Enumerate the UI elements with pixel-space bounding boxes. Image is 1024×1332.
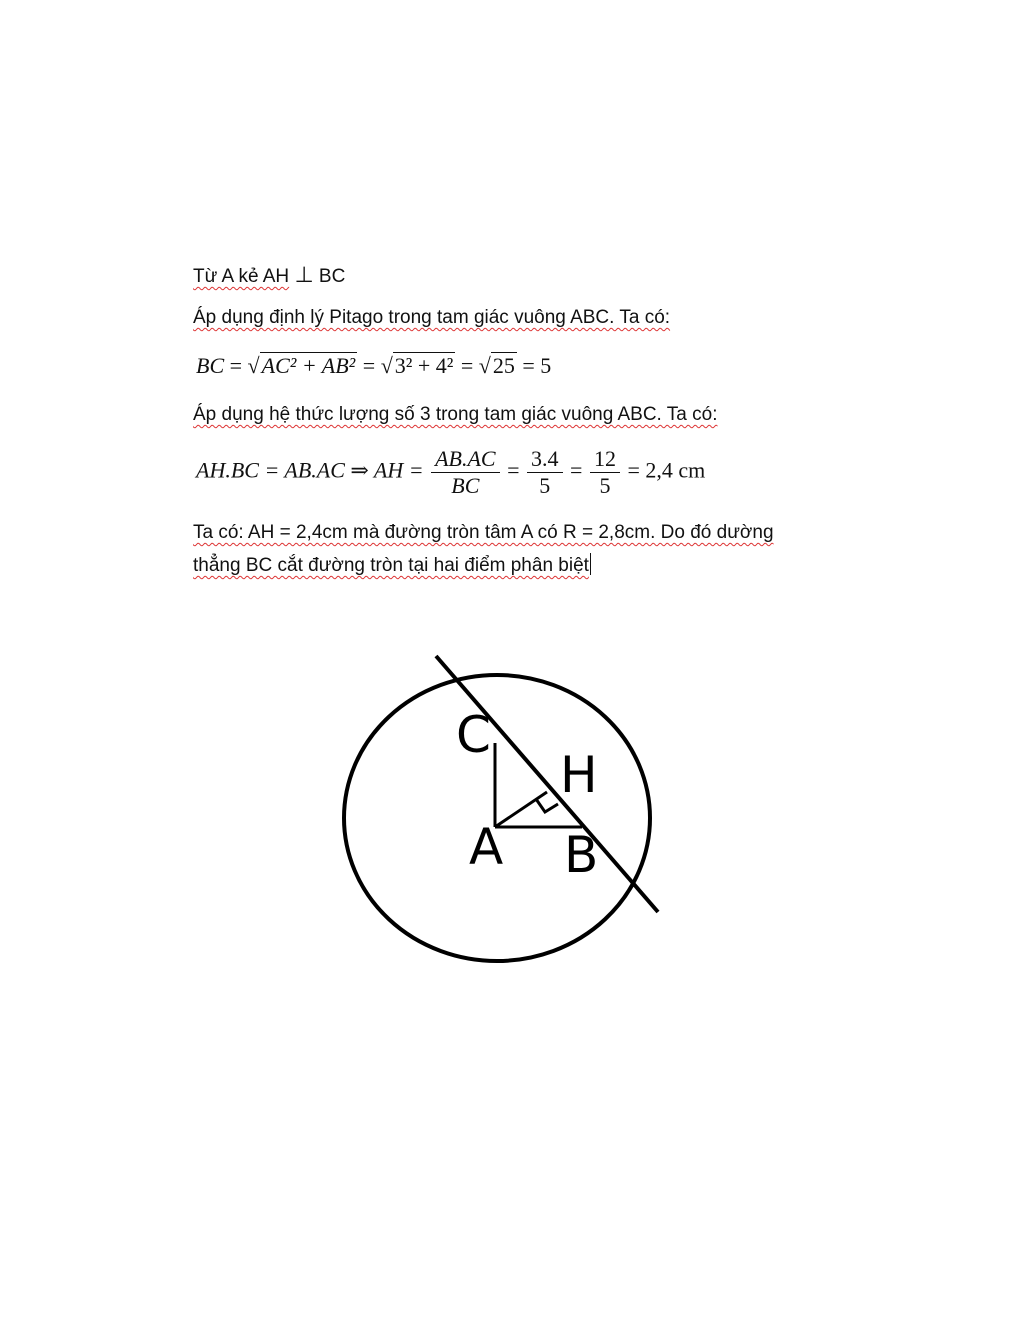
- eq1-equals: =: [229, 353, 243, 378]
- label-c: C: [456, 706, 491, 764]
- line-construction: [193, 262, 345, 288]
- equation-ah: AH.BC = AB.AC ⇒ AH = $\frac{AB.AC}{BC}$ = $\frac{3.4}{5}$ = $\frac{12}{5}$ = 2,4 cm: [196, 446, 706, 498]
- equation-bc: BC = √AC² + AB² = √3² + 4² = √25 = 5: [196, 353, 552, 378]
- line-relation-intro: Áp dụng hệ thức lượng số 3 trong tam giác vuông ABC. Ta có:: [193, 404, 718, 425]
- eq2-frac-1: $\frac{AB.AC}{BC}$: [431, 446, 500, 499]
- label-a: A: [469, 818, 504, 876]
- text-construction-post: BC: [318, 266, 346, 287]
- line-pythagoras-intro: Áp dụng định lý Pitago trong tam giác vuông ABC. Ta có:: [193, 307, 671, 328]
- geometry-figure: [330, 640, 690, 980]
- eq1-result: 5: [540, 353, 552, 378]
- perpendicular-symbol: ⊥: [294, 262, 314, 287]
- text-cursor: [590, 553, 592, 575]
- text-construction-pre: Từ A kẻ AH: [193, 266, 290, 287]
- eq1-sqrt-3: √25: [478, 353, 515, 378]
- label-b: B: [564, 826, 599, 884]
- eq2-lhs: AH.BC = AB.AC ⇒ AH =: [196, 457, 424, 483]
- eq1-lhs: BC: [196, 353, 225, 378]
- eq2-result: = 2,4 cm: [627, 457, 706, 483]
- right-angle-mark: [536, 799, 558, 812]
- label-h: H: [560, 746, 598, 804]
- eq1-sqrt-2: √3² + 4²: [380, 353, 454, 378]
- eq2-frac-2: $\frac{3.4}{5}$: [527, 446, 563, 499]
- line-conclusion-1: Ta có: AH = 2,4cm mà đường tròn tâm A có R = 2,8cm. Do đó dường: [193, 522, 774, 543]
- line-conclusion-2: thẳng BC cắt đường tròn tại hai điểm phân biệt: [193, 553, 591, 577]
- eq2-frac-3: $\frac{12}{5}$: [590, 446, 620, 499]
- eq1-sqrt-1: √AC² + AB²: [247, 353, 356, 378]
